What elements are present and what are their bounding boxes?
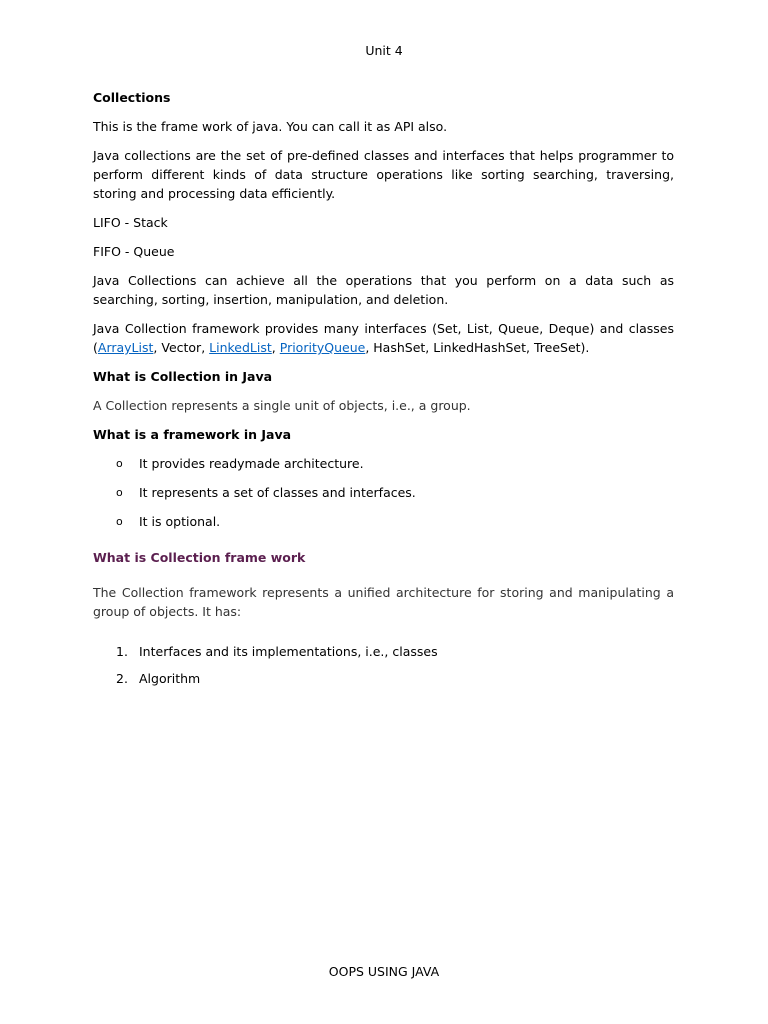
heading-collections: Collections xyxy=(93,90,171,105)
list-item-text: Algorithm xyxy=(139,671,201,686)
fifo-line: FIFO - Queue xyxy=(93,244,175,259)
link-priorityqueue[interactable]: PriorityQueue xyxy=(279,340,366,355)
text-segment: , xyxy=(271,340,280,355)
link-linkedlist[interactable]: LinkedList xyxy=(209,340,272,355)
bullet-marker: o xyxy=(116,457,123,470)
paragraph-operations: Java Collections can achieve all the operations that you perform on a data such as searching, sorting, insertion, manipulation, and deletion. xyxy=(93,273,674,307)
list-item xyxy=(93,669,674,688)
text-segment: , HashSet, LinkedHashSet, TreeSet). xyxy=(365,340,590,355)
framework-bullet-list xyxy=(93,454,674,531)
paragraph-collection-framework: The Collection framework represents a unified architecture for storing and manipulating a group of objects. It has: xyxy=(93,585,674,619)
paragraph-collection-definition: A Collection represents a single unit of objects, i.e., a group. xyxy=(93,398,471,413)
list-item xyxy=(93,483,674,502)
bullet-marker: o xyxy=(116,515,123,528)
page-content xyxy=(93,88,674,688)
link-arraylist[interactable]: ArrayList xyxy=(97,340,154,355)
page-header: Unit 4 xyxy=(365,43,403,58)
lifo-line: LIFO - Stack xyxy=(93,215,168,230)
heading-collection-framework: What is Collection frame work xyxy=(93,550,306,565)
heading-what-is-collection: What is Collection in Java xyxy=(93,369,273,384)
list-item-text: It provides readymade architecture. xyxy=(139,456,364,471)
list-item xyxy=(93,512,674,531)
paragraph-intro: This is the frame work of java. You can call it as API also. xyxy=(93,119,448,134)
paragraph-framework-classes xyxy=(93,319,674,357)
list-number: 2. xyxy=(116,671,128,686)
list-item xyxy=(93,454,674,473)
heading-what-is-framework: What is a framework in Java xyxy=(93,427,292,442)
page-footer: OOPS USING JAVA xyxy=(328,964,440,979)
text-segment: , Vector, xyxy=(153,340,210,355)
paragraph-java-collections: Java collections are the set of pre-defined classes and interfaces that helps programmer to perform different kinds of data structure operations like sorting searching, traversing, storing and processing data efficiently. xyxy=(93,148,674,201)
bullet-marker: o xyxy=(116,486,123,499)
list-item xyxy=(93,642,674,661)
text-segment: Java Collection framework provides many interfaces (Set, List, Queue, Deque) and classes ( xyxy=(93,321,674,355)
list-item-text: It is optional. xyxy=(139,514,221,529)
numbered-list xyxy=(93,642,674,688)
list-item-text: It represents a set of classes and interfaces. xyxy=(139,485,416,500)
list-number: 1. xyxy=(116,644,128,659)
list-item-text: Interfaces and its implementations, i.e., classes xyxy=(139,644,438,659)
